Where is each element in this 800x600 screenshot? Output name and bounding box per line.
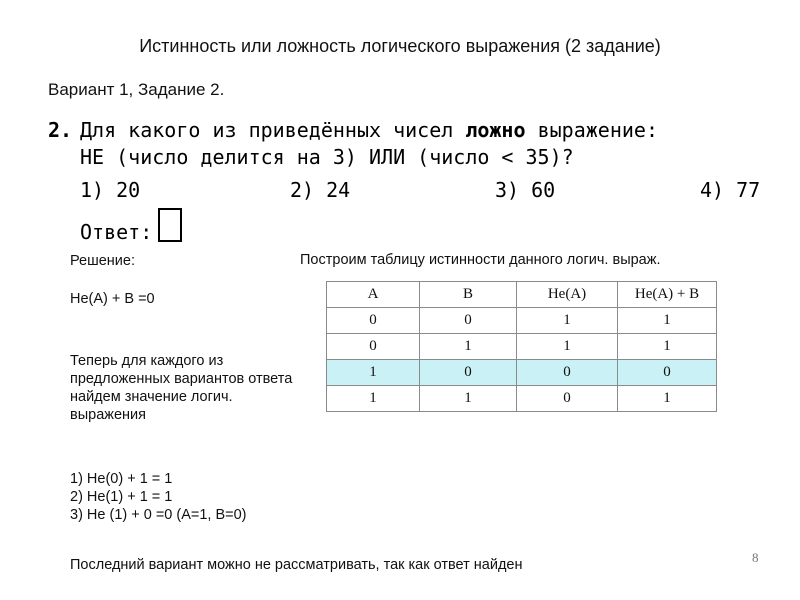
page-number: 8 [752,550,759,565]
table-cell: 0 [618,360,717,386]
task-number: 2. [48,118,73,142]
table-row-highlighted [327,360,717,386]
solution-heading: Решение: [70,253,135,269]
slide-title: Истинность или ложность логического выражения (2 задание) [139,36,661,56]
answer-label: Ответ: [80,220,153,244]
table-cell: 1 [517,334,618,360]
option-2: 2) 24 [290,178,351,202]
table-row [327,308,717,334]
task-question-post: выражение: [525,118,658,142]
variant-heading: Вариант 1, Задание 2. [48,80,225,99]
header-not-a: Не(A) [517,282,618,308]
option-1: 1) 20 [80,178,141,202]
option-3: 3) 60 [495,178,556,202]
answer-box [158,208,182,242]
table-cell: 0 [420,360,517,386]
table-cell: 0 [517,360,618,386]
solution-result-1: 1) Не(0) + 1 = 1 [70,471,173,487]
task-question-bold: ложно [465,118,526,142]
task-expression: НЕ (число делится на 3) ИЛИ (число < 35)? [80,145,574,169]
table-cell: 1 [618,386,717,412]
solution-paragraph: Теперь для каждого из предложенных вариантов ответа найдем значение логич. выражения [70,353,293,423]
table-row [327,386,717,412]
header-b: B [420,282,517,308]
table-cell: 1 [420,334,517,360]
truth-table [326,281,717,412]
table-cell: 1 [517,308,618,334]
table-cell: 1 [618,334,717,360]
table-cell: 0 [420,308,517,334]
table-cell: 0 [327,334,420,360]
table-header-row [327,282,717,308]
solution-result-3: 3) Не (1) + 0 =0 (А=1, В=0) [70,507,247,523]
table-cell: 1 [420,386,517,412]
table-cell: 0 [327,308,420,334]
table-row [327,334,717,360]
table-cell: 1 [618,308,717,334]
header-not-a-or-b: Не(A) + B [618,282,717,308]
task-question-pre: Для какого из приведённых чисел [80,118,466,142]
header-a: A [327,282,420,308]
option-4: 4) 77 [700,178,761,202]
solution-formula: Не(А) + В =0 [70,291,155,307]
solution-result-2: 2) Не(1) + 1 = 1 [70,489,173,505]
table-cell: 0 [517,386,618,412]
task-question [80,118,658,142]
solution-final: Последний вариант можно не рассматривать, так как ответ найден [70,557,523,573]
table-cell: 1 [327,360,420,386]
table-caption: Построим таблицу истинности данного логич. выраж. [300,252,661,268]
table-cell: 1 [327,386,420,412]
